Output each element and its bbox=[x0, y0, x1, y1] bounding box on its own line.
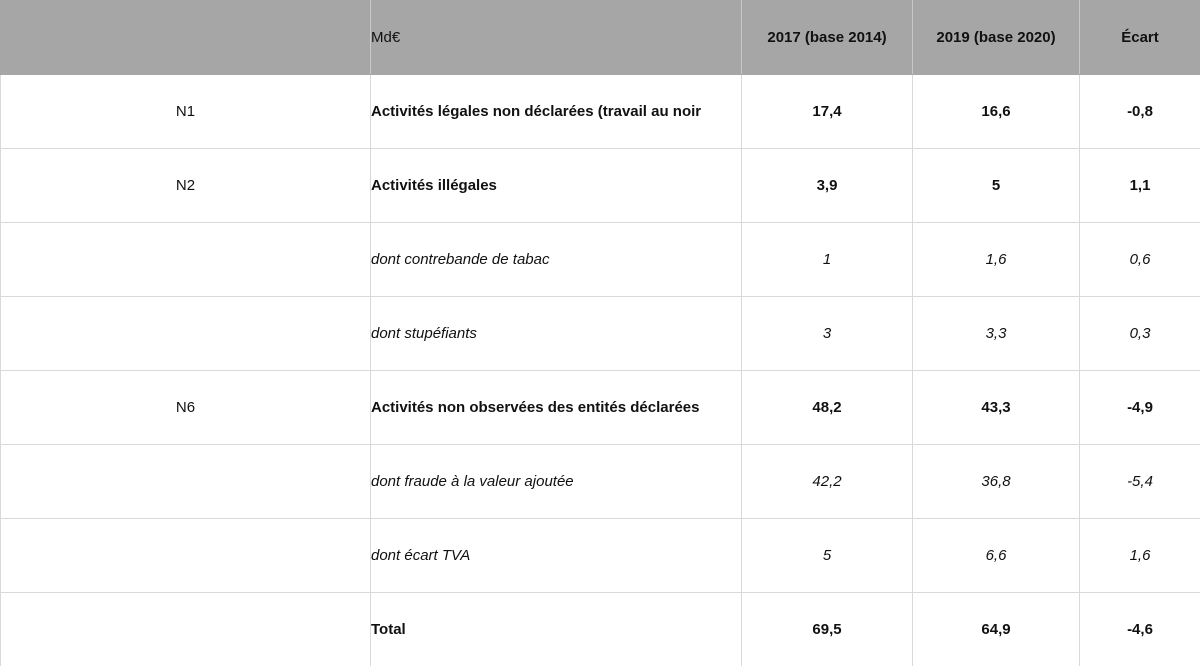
value-2017-cell: 3 bbox=[742, 297, 913, 371]
header-row bbox=[1, 1, 1200, 75]
value-2019-cell: 6,6 bbox=[913, 519, 1080, 593]
value-2017-cell: 17,4 bbox=[742, 75, 913, 149]
value-2019-cell: 43,3 bbox=[913, 371, 1080, 445]
value-2019-cell: 16,6 bbox=[913, 75, 1080, 149]
value-2017-cell: 1 bbox=[742, 223, 913, 297]
gap-cell: -0,8 bbox=[1080, 75, 1200, 149]
gap-cell: -4,6 bbox=[1080, 593, 1200, 666]
code-cell bbox=[1, 223, 371, 297]
label-cell: Activités non observées des entités déclarées bbox=[371, 371, 742, 445]
table-row bbox=[1, 371, 1200, 445]
table-header bbox=[1, 1, 1200, 75]
code-cell: N1 bbox=[1, 75, 371, 149]
table-row bbox=[1, 223, 1200, 297]
table-row bbox=[1, 75, 1200, 149]
label-cell: Total bbox=[371, 593, 742, 666]
value-2017-cell: 5 bbox=[742, 519, 913, 593]
code-cell bbox=[1, 593, 371, 666]
code-cell bbox=[1, 297, 371, 371]
table-row bbox=[1, 519, 1200, 593]
label-cell: dont contrebande de tabac bbox=[371, 223, 742, 297]
code-cell: N2 bbox=[1, 149, 371, 223]
code-cell bbox=[1, 445, 371, 519]
value-2019-cell: 5 bbox=[913, 149, 1080, 223]
label-cell: dont écart TVA bbox=[371, 519, 742, 593]
table-row bbox=[1, 149, 1200, 223]
header-code-cell bbox=[1, 1, 371, 75]
value-2017-cell: 3,9 bbox=[742, 149, 913, 223]
label-cell: dont fraude à la valeur ajoutée bbox=[371, 445, 742, 519]
label-cell: dont stupéfiants bbox=[371, 297, 742, 371]
value-2019-cell: 36,8 bbox=[913, 445, 1080, 519]
value-2017-cell: 48,2 bbox=[742, 371, 913, 445]
table-row bbox=[1, 297, 1200, 371]
gap-cell: 0,6 bbox=[1080, 223, 1200, 297]
label-cell: Activités illégales bbox=[371, 149, 742, 223]
table-body bbox=[1, 75, 1200, 666]
header-2019-cell: 2019 (base 2020) bbox=[913, 1, 1080, 75]
table-row bbox=[1, 445, 1200, 519]
value-2019-cell: 1,6 bbox=[913, 223, 1080, 297]
value-2019-cell: 3,3 bbox=[913, 297, 1080, 371]
label-cell: Activités légales non déclarées (travail au noir bbox=[371, 75, 742, 149]
value-2017-cell: 42,2 bbox=[742, 445, 913, 519]
table-row bbox=[1, 593, 1200, 666]
header-2017-cell: 2017 (base 2014) bbox=[742, 1, 913, 75]
gap-cell: 0,3 bbox=[1080, 297, 1200, 371]
header-gap-cell: Écart bbox=[1080, 1, 1200, 75]
gap-cell: -4,9 bbox=[1080, 371, 1200, 445]
value-2017-cell: 69,5 bbox=[742, 593, 913, 666]
gap-cell: 1,1 bbox=[1080, 149, 1200, 223]
gap-cell: -5,4 bbox=[1080, 445, 1200, 519]
code-cell bbox=[1, 519, 371, 593]
value-2019-cell: 64,9 bbox=[913, 593, 1080, 666]
code-cell: N6 bbox=[1, 371, 371, 445]
header-unit-cell: Md€ bbox=[371, 1, 742, 75]
gap-cell: 1,6 bbox=[1080, 519, 1200, 593]
